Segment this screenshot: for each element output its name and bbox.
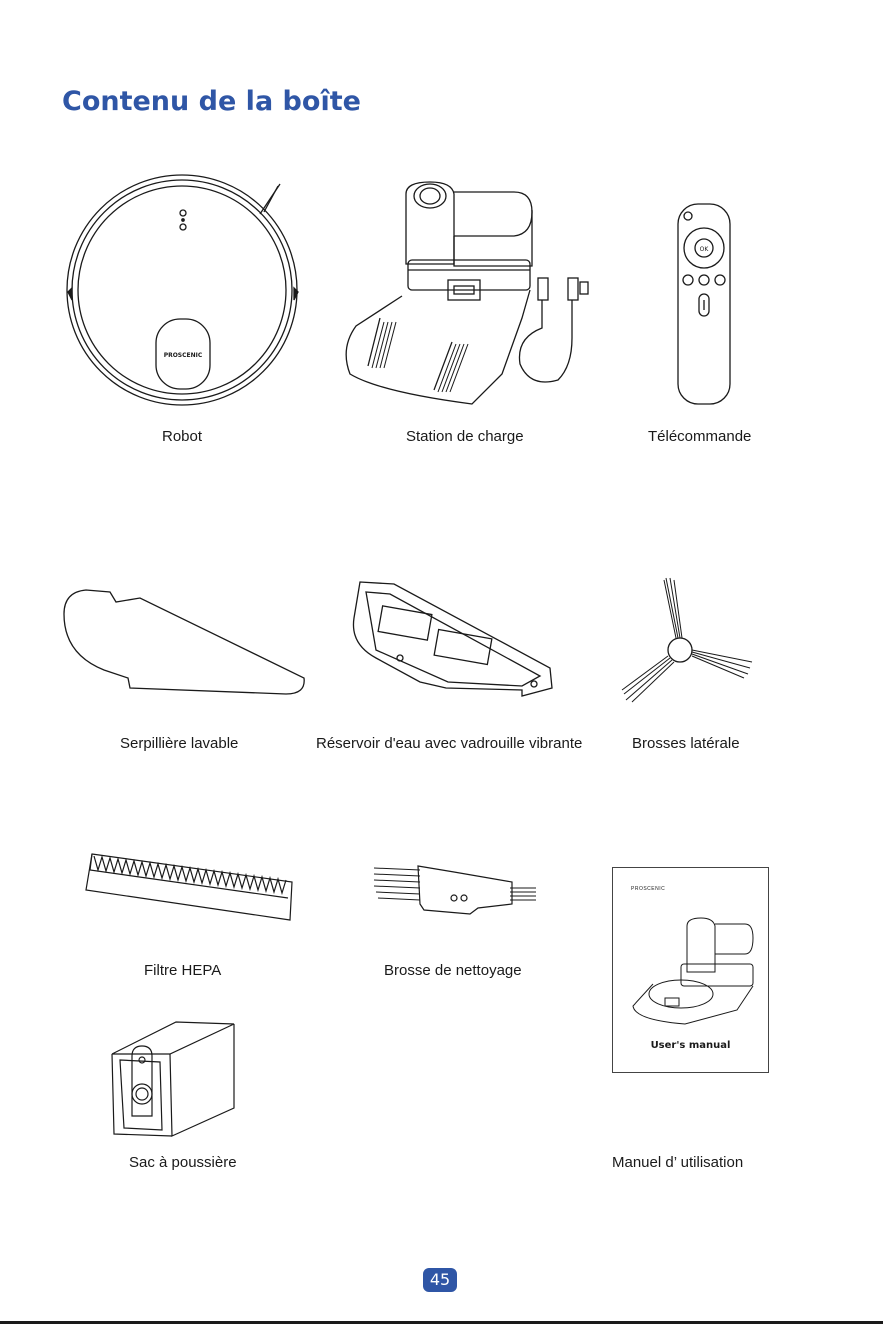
manual-brand: PROSCENIC (631, 886, 666, 892)
page-title: Contenu de la boîte (62, 86, 361, 117)
dust-bag-illustration (110, 1020, 236, 1138)
mop-pad-illustration (60, 584, 306, 696)
caption-hepa-filter: Filtre HEPA (144, 962, 222, 979)
user-manual-cover (612, 867, 769, 1073)
remote-ok-label: OK (699, 246, 709, 253)
caption-side-brush: Brosses latérale (632, 735, 740, 752)
charging-station-illustration (340, 178, 600, 410)
cleaning-brush-illustration (372, 858, 538, 916)
page-number-badge: 45 (423, 1268, 457, 1292)
caption-remote-control: Télécommande (648, 428, 752, 445)
manual-title: User's manual (650, 1040, 731, 1051)
caption-robot: Robot (162, 428, 203, 445)
hepa-filter-illustration (84, 852, 294, 922)
side-brush-illustration (620, 574, 754, 706)
robot-vacuum-illustration (62, 172, 304, 408)
remote-control-illustration (672, 200, 736, 410)
caption-charging-station: Station de charge (406, 428, 524, 445)
robot-brand-label: PROSCENIC (163, 352, 203, 359)
caption-cleaning-brush: Brosse de nettoyage (384, 962, 522, 979)
caption-user-manual: Manuel d’ utilisation (612, 1154, 744, 1171)
caption-dust-bag: Sac à poussière (129, 1154, 237, 1171)
water-tank-illustration (346, 578, 556, 702)
caption-water-tank: Réservoir d'eau avec vadrouille vibrante (316, 735, 583, 752)
caption-mop-pad: Serpillière lavable (120, 735, 239, 752)
